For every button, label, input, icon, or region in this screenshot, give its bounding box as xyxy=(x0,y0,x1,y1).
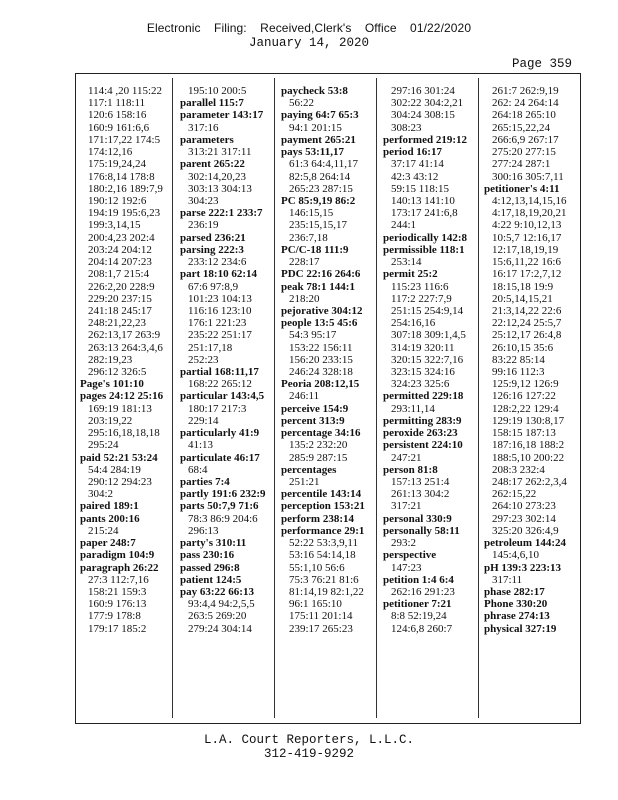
index-term: perspective xyxy=(383,549,437,562)
index-reference: 233:12 234:6 xyxy=(188,256,247,269)
reporter-company: L.A. Court Reporters, L.L.C. xyxy=(203,733,415,747)
index-reference: 297:23 302:14 xyxy=(492,512,556,525)
index-term: parsing 222:3 xyxy=(180,243,244,256)
index-reference: 203:19,22 xyxy=(88,414,133,427)
index-reference: 160:9 161:6,6 xyxy=(88,121,150,134)
index-reference: 295:16,18,18,18 xyxy=(88,427,160,440)
index-term: pH 139:3 223:13 xyxy=(484,561,561,574)
index-reference: 235:15,15,17 xyxy=(289,219,348,232)
index-reference: 285:9 287:15 xyxy=(289,451,348,464)
index-reference: 300:16 305:7,11 xyxy=(492,170,564,183)
column-divider xyxy=(478,78,479,718)
index-reference: 307:18 309:1,4,5 xyxy=(391,329,466,342)
index-reference: 175:11 201:14 xyxy=(289,610,353,623)
index-reference: 22:12,24 25:5,7 xyxy=(492,317,562,330)
index-reference: 320:15 322:7,16 xyxy=(391,353,464,366)
index-reference: 262:13,17 263:9 xyxy=(88,329,161,342)
index-term: parsed 236:21 xyxy=(180,231,246,244)
index-reference: 282:19,23 xyxy=(88,353,133,366)
index-reference: 4:17,18,19,20,21 xyxy=(492,207,567,220)
index-reference: 244:1 xyxy=(391,219,417,232)
index-term: parallel 115:7 xyxy=(180,97,244,110)
index-reference: 253:14 xyxy=(391,256,422,269)
index-column-4 xyxy=(383,85,476,635)
index-reference: 290:12 294:23 xyxy=(88,476,152,488)
index-reference: 263:13 264:3,4,6 xyxy=(88,341,163,354)
index-column-3 xyxy=(281,85,374,635)
index-reference: 129:19 130:8,17 xyxy=(492,414,565,427)
reporter-phone: 312-419-9292 xyxy=(263,747,354,761)
index-term: personal 330:9 xyxy=(383,512,452,525)
index-term: percentage 34:16 xyxy=(281,427,361,440)
index-reference: 171:17,22 174:5 xyxy=(88,133,161,146)
index-reference: 261:13 304:2 xyxy=(391,488,450,501)
index-term: performance 29:1 xyxy=(281,524,365,537)
index-term: paragraph 26:22 xyxy=(80,561,159,574)
index-reference: 308:23 xyxy=(391,121,422,134)
index-reference: 247:21 xyxy=(391,451,422,464)
filing-stamp-part: Office xyxy=(364,21,397,35)
index-reference: 53:16 54:14,18 xyxy=(289,549,356,562)
page-number: Page 359 xyxy=(511,57,572,71)
index-reference: 265:15,22,24 xyxy=(492,121,551,134)
index-reference: 325:20 326:4,9 xyxy=(492,524,559,537)
index-reference: 252:23 xyxy=(188,353,219,366)
index-term: PDC 22:16 264:6 xyxy=(281,268,361,281)
index-term: parties 7:4 xyxy=(180,476,230,488)
index-reference: 59:15 118:15 xyxy=(391,182,449,195)
index-term: petition 1:4 6:4 xyxy=(383,573,454,586)
index-reference: 93:4,4 94:2,5,5 xyxy=(188,598,255,611)
index-reference: 324:23 325:6 xyxy=(391,378,450,391)
index-reference: 314:19 320:11 xyxy=(391,341,455,354)
index-reference: 229:14 xyxy=(188,414,219,427)
index-term: part 18:10 62:14 xyxy=(180,268,257,281)
index-reference: 317:11 xyxy=(492,573,523,586)
index-term: petitioner 7:21 xyxy=(383,598,452,611)
index-term: paper 248:7 xyxy=(80,537,136,550)
index-reference: 55:1,10 56:6 xyxy=(289,561,345,574)
index-reference: 236:7,18 xyxy=(289,231,328,244)
index-reference: 228:17 xyxy=(289,256,320,269)
index-term: parent 265:22 xyxy=(180,158,245,171)
index-reference: 226:2,20 228:9 xyxy=(88,280,155,293)
index-reference: 263:5 269:20 xyxy=(188,610,247,623)
index-reference: 101:23 104:13 xyxy=(188,292,252,305)
index-term: paid 52:21 53:24 xyxy=(80,451,158,464)
index-term: paycheck 53:8 xyxy=(281,85,348,97)
index-term: pages 24:12 25:16 xyxy=(80,390,164,403)
index-reference: 117:2 227:7,9 xyxy=(391,292,452,305)
index-reference: 169:19 181:13 xyxy=(88,402,152,415)
index-reference: 125:9,12 126:9 xyxy=(492,378,559,391)
index-reference: 239:17 265:23 xyxy=(289,622,353,635)
index-term: percentages xyxy=(281,463,337,476)
index-term: permitting 283:9 xyxy=(383,414,462,427)
index-reference: 54:3 95:17 xyxy=(289,329,337,342)
index-reference: 188:5,10 200:22 xyxy=(492,451,565,464)
index-term: PC/C-18 111:9 xyxy=(281,243,349,256)
transcript-date: January 14, 2020 xyxy=(248,36,370,50)
index-term: partial 168:11,17 xyxy=(180,366,259,379)
index-term: particulate 46:17 xyxy=(180,451,260,464)
index-reference: 81:14,19 82:1,22 xyxy=(289,585,364,598)
index-reference: 140:13 141:10 xyxy=(391,194,455,207)
index-term: people 13:5 45:6 xyxy=(281,317,358,330)
index-reference: 145:4,6,10 xyxy=(492,549,540,562)
index-reference: 177:9 178:8 xyxy=(88,610,141,623)
index-term: percent 313:9 xyxy=(281,414,345,427)
index-reference: 323:15 324:16 xyxy=(391,366,455,379)
index-reference: 187:16,18 188:2 xyxy=(492,439,565,452)
index-term: person 81:8 xyxy=(383,463,438,476)
index-reference: 304:2 xyxy=(88,488,114,501)
index-reference: 248:21,22,23 xyxy=(88,317,147,330)
index-term: partly 191:6 232:9 xyxy=(180,488,266,501)
index-term: peak 78:1 144:1 xyxy=(281,280,355,293)
index-reference: 251:15 254:9,14 xyxy=(391,304,464,317)
index-reference: 68:4 xyxy=(188,463,208,476)
index-reference: 241:18 245:17 xyxy=(88,304,152,317)
index-reference: 168:22 265:12 xyxy=(188,378,252,391)
index-reference: 302:14,20,23 xyxy=(188,170,247,183)
index-reference: 208:1,7 215:4 xyxy=(88,268,150,281)
index-term: petitioner's 4:11 xyxy=(484,182,560,195)
index-reference: 37:17 41:14 xyxy=(391,158,444,171)
index-reference: 116:16 123:10 xyxy=(188,304,252,317)
index-term: payment 265:21 xyxy=(281,133,356,146)
index-reference: 262:16 291:23 xyxy=(391,585,455,598)
index-reference: 176:1 221:23 xyxy=(188,317,247,330)
index-reference: 297:16 301:24 xyxy=(391,85,455,97)
index-reference: 56:22 xyxy=(289,97,315,110)
index-reference: 246:11 xyxy=(289,390,320,403)
index-term: parameters xyxy=(180,133,234,146)
index-reference: 229:20 237:15 xyxy=(88,292,152,305)
index-reference: 175:19,24,24 xyxy=(88,158,147,171)
filing-stamp-part: Received,Clerk's xyxy=(260,21,352,35)
index-reference: 8:8 52:19,24 xyxy=(391,610,447,623)
index-reference: 235:22 251:17 xyxy=(188,329,252,342)
index-reference: 99:16 112:3 xyxy=(492,366,545,379)
index-reference: 54:4 284:19 xyxy=(88,463,141,476)
index-reference: 279:24 304:14 xyxy=(188,622,252,635)
index-term: patient 124:5 xyxy=(180,573,242,586)
index-reference: 124:6,8 260:7 xyxy=(391,622,453,635)
index-reference: 303:13 304:13 xyxy=(188,182,252,195)
filing-stamp xyxy=(0,21,618,35)
index-reference: 218:20 xyxy=(289,292,320,305)
index-reference: 246:24 328:18 xyxy=(289,366,353,379)
index-column-1 xyxy=(80,85,173,635)
index-term: permissible 118:1 xyxy=(383,243,465,256)
index-reference: 317:21 xyxy=(391,500,422,513)
index-reference: 52:22 53:3,9,11 xyxy=(289,537,358,550)
index-term: peroxide 263:23 xyxy=(383,427,458,440)
index-term: parts 50:7,9 71:6 xyxy=(180,500,259,513)
index-reference: 158:21 159:3 xyxy=(88,585,147,598)
index-reference: 16:17 17:2,7,12 xyxy=(492,268,562,281)
index-term: pass 230:16 xyxy=(180,549,235,562)
index-term: paying 64:7 65:3 xyxy=(281,109,359,122)
index-reference: 313:21 317:11 xyxy=(188,146,252,159)
index-reference: 135:2 232:20 xyxy=(289,439,348,452)
index-term: paradigm 104:9 xyxy=(80,549,155,562)
index-reference: 120:6 158:16 xyxy=(88,109,147,122)
index-column-5 xyxy=(484,85,577,635)
index-term: paired 189:1 xyxy=(80,500,139,513)
index-term: Page's 101:10 xyxy=(80,378,144,391)
index-reference: 262:15,22 xyxy=(492,488,537,501)
index-term: pays 53:11,17 xyxy=(281,146,344,159)
index-reference: 94:1 201:15 xyxy=(289,121,342,134)
index-reference: 180:2,16 189:7,9 xyxy=(88,182,163,195)
index-reference: 27:3 112:7,16 xyxy=(88,573,149,586)
index-reference: 153:22 156:11 xyxy=(289,341,353,354)
column-divider xyxy=(274,78,275,718)
index-reference: 26:10,15 35:6 xyxy=(492,341,554,354)
index-reference: 115:23 116:6 xyxy=(391,280,449,293)
index-term: performed 219:12 xyxy=(383,133,468,146)
index-reference: 317:16 xyxy=(188,121,219,134)
index-reference: 203:24 204:12 xyxy=(88,243,152,256)
index-reference: 20:5,14,15,21 xyxy=(492,292,553,305)
index-reference: 293:11,14 xyxy=(391,402,435,415)
index-reference: 18:15,18 19:9 xyxy=(492,280,554,293)
index-term: perceive 154:9 xyxy=(281,402,349,415)
index-term: periodically 142:8 xyxy=(383,231,468,244)
index-reference: 251:17,18 xyxy=(188,341,233,354)
index-reference: 204:14 207:23 xyxy=(88,256,152,269)
index-reference: 42:3 43:12 xyxy=(391,170,439,183)
index-reference: 302:22 304:2,21 xyxy=(391,97,464,110)
index-term: petroleum 144:24 xyxy=(484,537,566,550)
index-reference: 10:5,7 12:16,17 xyxy=(492,231,562,244)
index-term: phrase 274:13 xyxy=(484,610,550,623)
index-reference: 199:3,14,15 xyxy=(88,219,141,232)
filing-stamp-part: Electronic xyxy=(146,21,201,35)
index-term: perception 153:21 xyxy=(281,500,365,513)
index-reference: 25:12,17 26:4,8 xyxy=(492,329,562,342)
index-term: pay 63:22 66:13 xyxy=(180,585,254,598)
index-reference: 174:12,16 xyxy=(88,146,133,159)
index-reference: 190:12 192:6 xyxy=(88,194,147,207)
index-term: perform 238:14 xyxy=(281,512,355,525)
index-reference: 277:24 287:1 xyxy=(492,158,551,171)
filing-stamp-part: 01/22/2020 xyxy=(410,21,472,35)
index-reference: 4:12,13,14,15,16 xyxy=(492,194,567,207)
index-term: PC 85:9,19 86:2 xyxy=(281,194,356,207)
index-reference: 176:8,14 178:8 xyxy=(88,170,155,183)
index-term: Phone 330:20 xyxy=(484,598,548,611)
index-reference: 261:7 262:9,19 xyxy=(492,85,559,97)
index-term: percentile 143:14 xyxy=(281,488,362,501)
index-reference: 251:21 xyxy=(289,476,320,488)
index-reference: 248:17 262:2,3,4 xyxy=(492,476,567,488)
index-term: permit 25:2 xyxy=(383,268,438,281)
filing-stamp-part: Filing: xyxy=(214,21,247,35)
index-term: permitted 229:18 xyxy=(383,390,464,403)
index-reference: 75:3 76:21 81:6 xyxy=(289,573,359,586)
index-reference: 128:2,22 129:4 xyxy=(492,402,559,415)
index-term: particularly 41:9 xyxy=(180,427,260,440)
index-reference: 262: 24 264:14 xyxy=(492,97,559,110)
index-reference: 200:4,23 202:4 xyxy=(88,231,155,244)
index-reference: 147:23 xyxy=(391,561,422,574)
index-reference: 96:1 165:10 xyxy=(289,598,342,611)
index-term: pants 200:16 xyxy=(80,512,140,525)
index-reference: 117:1 118:11 xyxy=(88,97,146,110)
index-reference: 21:3,14,22 22:6 xyxy=(492,304,562,317)
index-reference: 179:17 185:2 xyxy=(88,622,147,635)
index-reference: 208:3 232:4 xyxy=(492,463,545,476)
index-reference: 236:19 xyxy=(188,219,219,232)
index-term: particular 143:4,5 xyxy=(180,390,265,403)
index-reference: 296:12 326:5 xyxy=(88,366,147,379)
index-reference: 264:10 273:23 xyxy=(492,500,556,513)
index-reference: 158:15 187:13 xyxy=(492,427,556,440)
index-reference: 157:13 251:4 xyxy=(391,476,450,488)
index-reference: 304:24 308:15 xyxy=(391,109,455,122)
index-term: Peoria 208:12,15 xyxy=(281,378,360,391)
index-reference: 78:3 86:9 204:6 xyxy=(188,512,258,525)
index-term: persistent 224:10 xyxy=(383,439,463,452)
index-term: parse 222:1 233:7 xyxy=(180,207,263,220)
index-reference: 304:23 xyxy=(188,194,219,207)
index-reference: 156:20 233:15 xyxy=(289,353,353,366)
index-term: period 16:17 xyxy=(383,146,442,159)
index-reference: 264:18 265:10 xyxy=(492,109,556,122)
index-reference: 215:24 xyxy=(88,524,119,537)
index-reference: 83:22 85:14 xyxy=(492,353,545,366)
index-reference: 195:10 200:5 xyxy=(188,85,247,97)
index-reference: 61:3 64:4,11,17 xyxy=(289,158,358,171)
index-term: parameter 143:17 xyxy=(180,109,264,122)
index-reference: 194:19 195:6,23 xyxy=(88,207,161,220)
index-reference: 114:4 ,20 115:22 xyxy=(88,85,163,97)
column-divider xyxy=(376,78,377,718)
index-reference: 126:16 127:22 xyxy=(492,390,556,403)
index-term: physical 327:19 xyxy=(484,622,557,635)
index-reference: 160:9 176:13 xyxy=(88,598,147,611)
index-reference: 41:13 xyxy=(188,439,214,452)
index-reference: 146:15,15 xyxy=(289,207,334,220)
index-reference: 82:5,8 264:14 xyxy=(289,170,351,183)
index-term: passed 296:8 xyxy=(180,561,240,574)
index-reference: 265:23 287:15 xyxy=(289,182,353,195)
index-term: pejorative 304:12 xyxy=(281,304,363,317)
index-reference: 293:2 xyxy=(391,537,417,550)
index-reference: 12:17,18,19,19 xyxy=(492,243,559,256)
index-reference: 173:17 241:6,8 xyxy=(391,207,458,220)
index-column-2 xyxy=(180,85,273,635)
index-reference: 266:6,9 267:17 xyxy=(492,133,559,146)
index-term: party's 310:11 xyxy=(180,537,247,550)
index-reference: 180:17 217:3 xyxy=(188,402,247,415)
index-reference: 275:20 277:15 xyxy=(492,146,556,159)
index-term: personally 58:11 xyxy=(383,524,460,537)
index-term: phase 282:17 xyxy=(484,585,545,598)
index-reference: 4:22 9:10,12,13 xyxy=(492,219,562,232)
index-reference: 295:24 xyxy=(88,439,119,452)
index-reference: 15:6,11,22 16:6 xyxy=(492,256,561,269)
index-reference: 67:6 97:8,9 xyxy=(188,280,239,293)
index-reference: 254:16,16 xyxy=(391,317,436,330)
index-reference: 296:13 xyxy=(188,524,219,537)
